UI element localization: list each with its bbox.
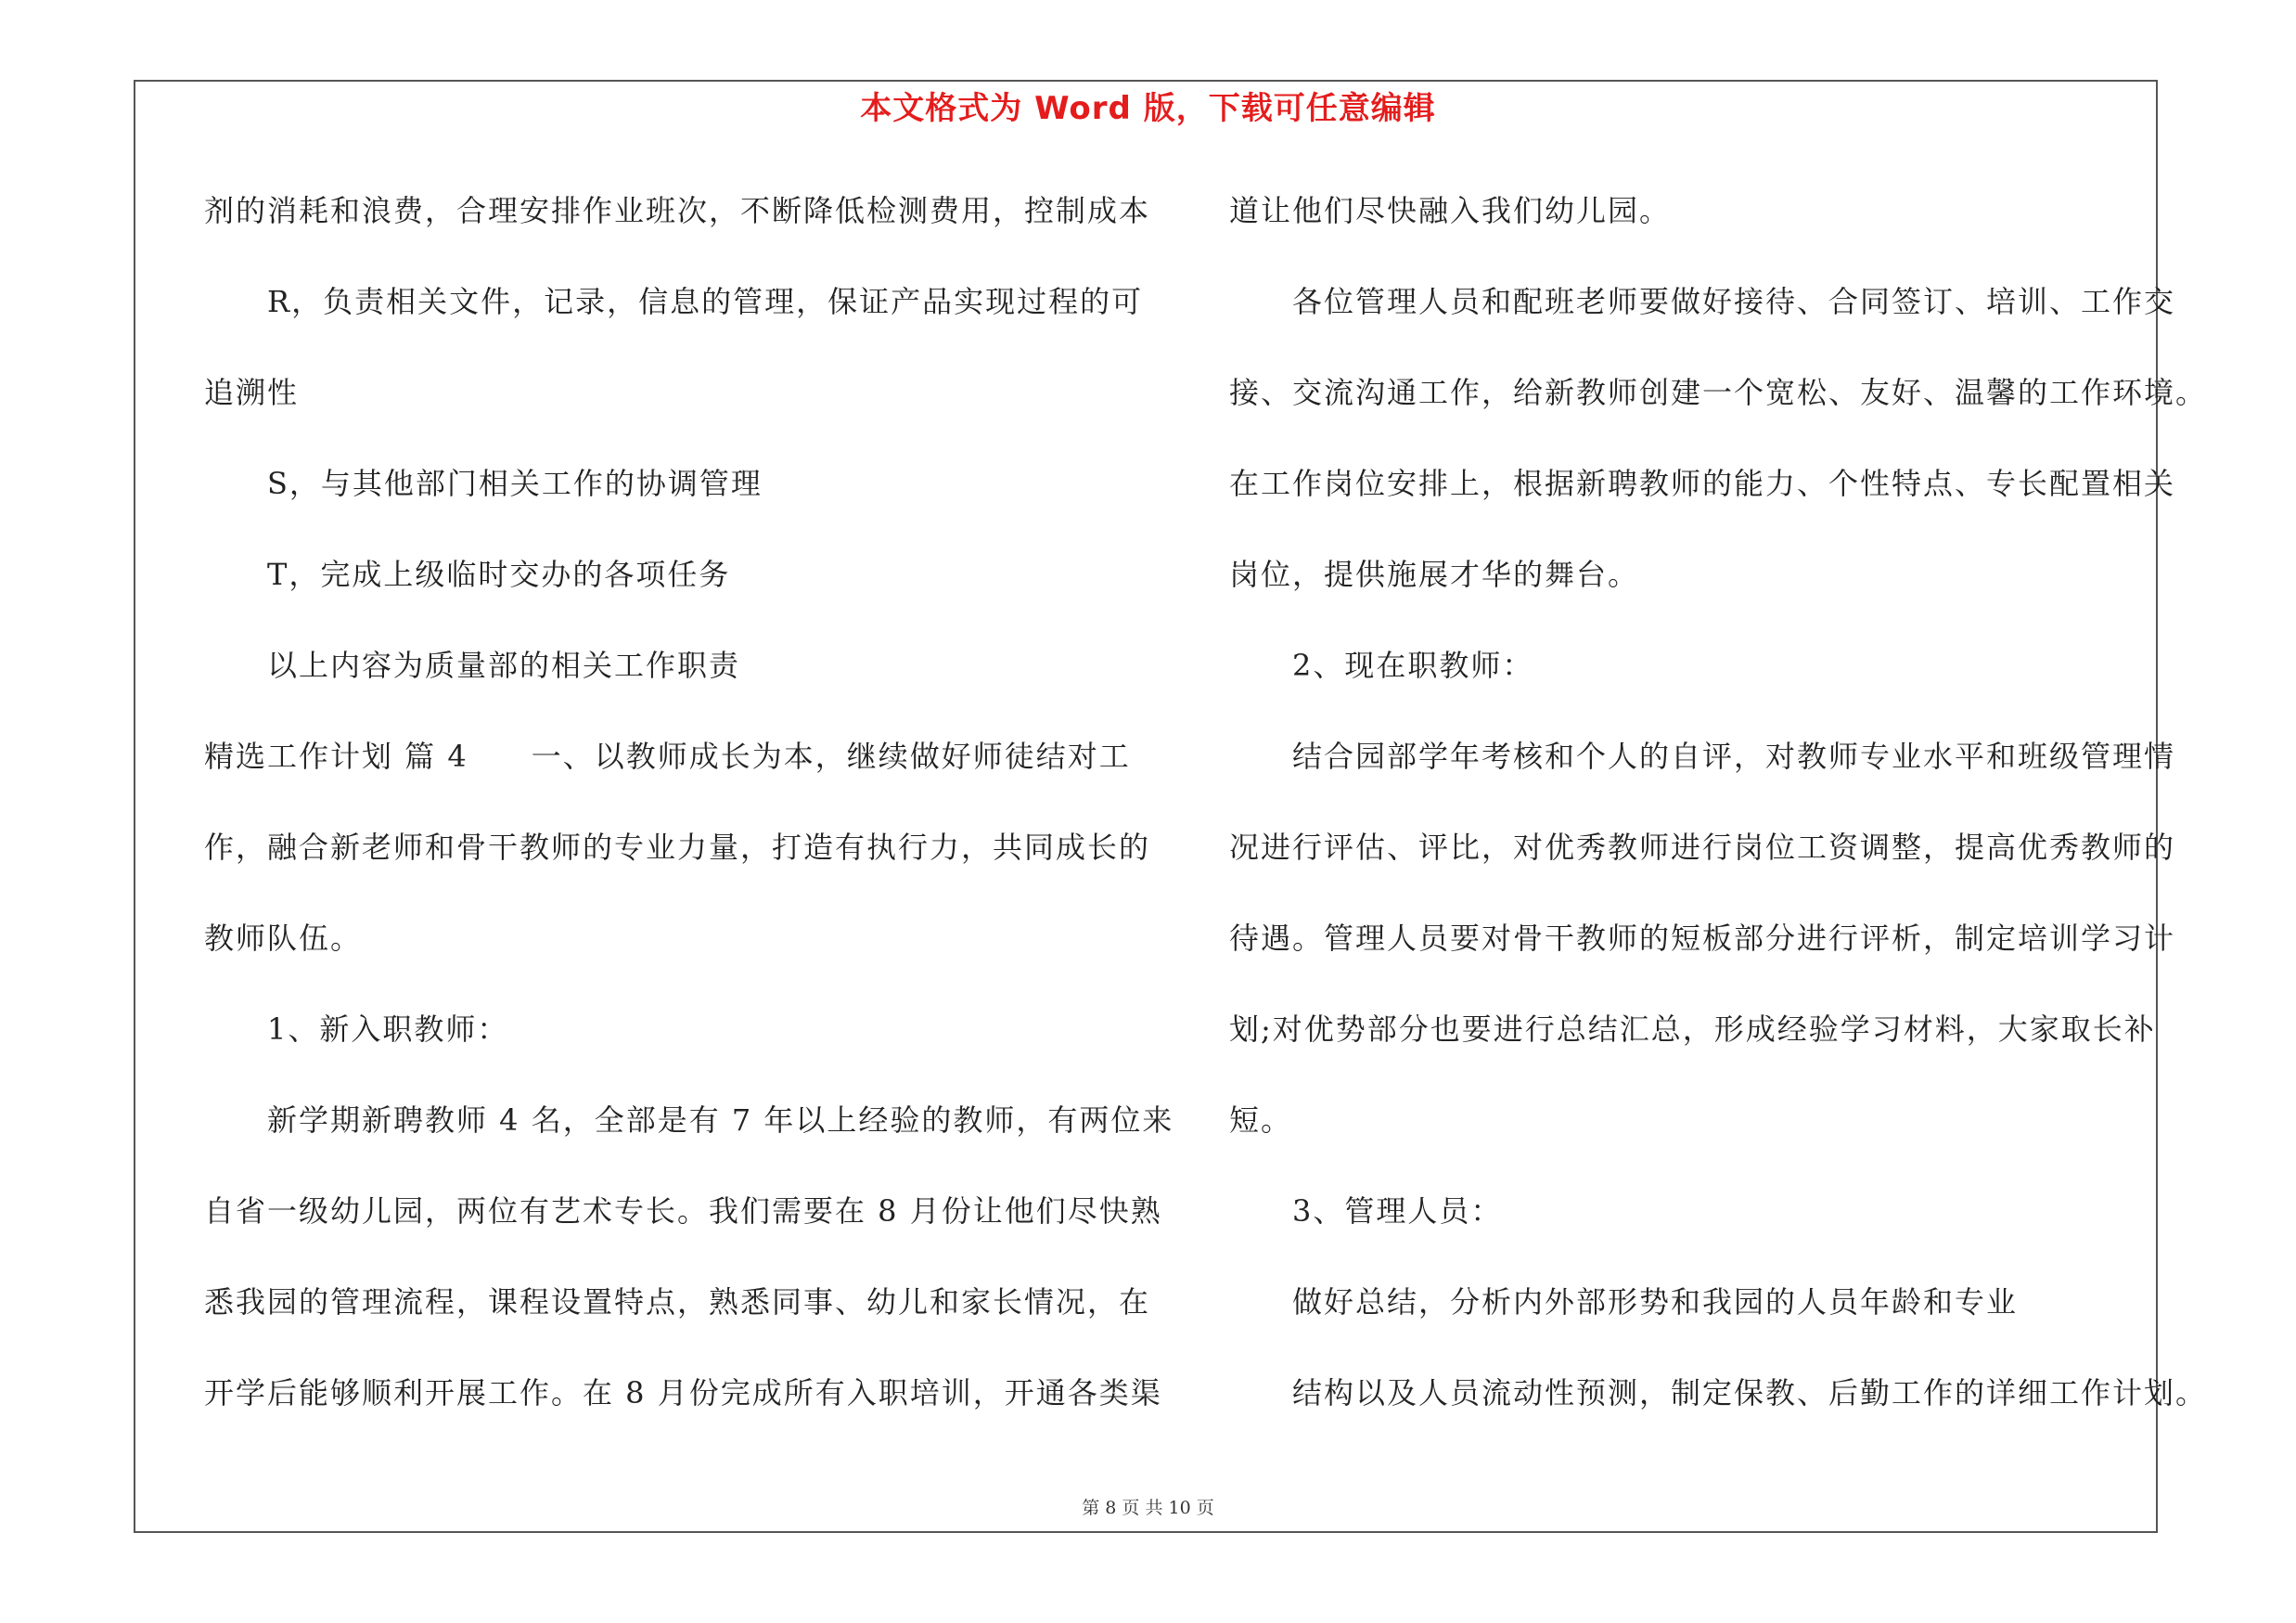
right-column-paragraph-line: 结构以及人员流动性预测，制定保教、后勤工作的详细工作计划。	[1292, 1375, 2208, 1410]
left-column-paragraph-line: 新学期新聘教师 4 名，全部是有 7 年以上经验的教师，有两位来	[267, 1102, 1174, 1138]
right-column-paragraph-line: 各位管理人员和配班老师要做好接待、合同签订、培训、工作交	[1292, 284, 2176, 319]
page-number-footer: 第 8 页 共 10 页	[1082, 1498, 1214, 1518]
word-format-banner: 本文格式为 Word 版，下载可任意编辑	[860, 90, 1436, 127]
right-text-column	[1229, 182, 2208, 1455]
right-column-paragraph-line: 做好总结，分析内外部形势和我园的人员年龄和专业	[1292, 1284, 2019, 1320]
right-column-paragraph-line: 道让他们尽快融入我们幼儿园。	[1229, 193, 1672, 228]
right-column-paragraph-line: 3、管理人员：	[1292, 1193, 1503, 1229]
right-column-paragraph-line: 况进行评估、评比，对优秀教师进行岗位工资调整，提高优秀教师的	[1229, 830, 2176, 865]
left-column-paragraph-line: 自省一级幼儿园，两位有艺术专长。我们需要在 8 月份让他们尽快熟	[204, 1193, 1162, 1229]
right-column-paragraph-line: 短。	[1229, 1102, 1293, 1138]
right-column-paragraph-line: 岗位，提供施展才华的舞台。	[1229, 557, 1640, 592]
right-column-paragraph-line: 接、交流沟通工作，给新教师创建一个宽松、友好、温馨的工作环境。	[1229, 375, 2208, 410]
left-column-paragraph-line: 悉我园的管理流程，课程设置特点，熟悉同事、幼儿和家长情况，在	[204, 1284, 1151, 1320]
right-column-paragraph-line: 结合园部学年考核和个人的自评，对教师专业水平和班级管理情	[1292, 739, 2176, 774]
left-column-paragraph-line: 以上内容为质量部的相关工作职责	[267, 648, 741, 683]
right-column-paragraph-line: 2、现在职教师：	[1292, 648, 1534, 683]
left-column-paragraph-line: T，完成上级临时交办的各项任务	[267, 557, 731, 592]
left-column-paragraph-line: 精选工作计划 篇 4 一、以教师成长为本，继续做好师徒结对工	[204, 739, 1131, 774]
left-column-paragraph-line: 开学后能够顺利开展工作。在 8 月份完成所有入职培训，开通各类渠	[204, 1375, 1162, 1410]
right-column-paragraph-line: 待遇。管理人员要对骨干教师的短板部分进行评析，制定培训学习计	[1229, 921, 2176, 956]
left-column-paragraph-line: R，负责相关文件，记录，信息的管理，保证产品实现过程的可	[267, 284, 1144, 319]
left-column-paragraph-line: 追溯性	[204, 375, 300, 410]
left-column-paragraph-line: S，与其他部门相关工作的协调管理	[267, 466, 763, 501]
right-column-paragraph-line: 划;对优势部分也要进行总结汇总，形成经验学习材料，大家取长补	[1229, 1011, 2156, 1047]
left-column-paragraph-line: 剂的消耗和浪费，合理安排作业班次，不断降低检测费用，控制成本	[204, 193, 1151, 228]
left-column-paragraph-line: 教师队伍。	[204, 921, 363, 956]
right-column-paragraph-line: 在工作岗位安排上，根据新聘教师的能力、个性特点、专长配置相关	[1229, 466, 2176, 501]
left-column-paragraph-line: 作，融合新老师和骨干教师的专业力量，打造有执行力，共同成长的	[204, 830, 1151, 865]
left-text-column	[204, 182, 1174, 1455]
left-column-paragraph-line: 1、新入职教师：	[267, 1011, 509, 1047]
